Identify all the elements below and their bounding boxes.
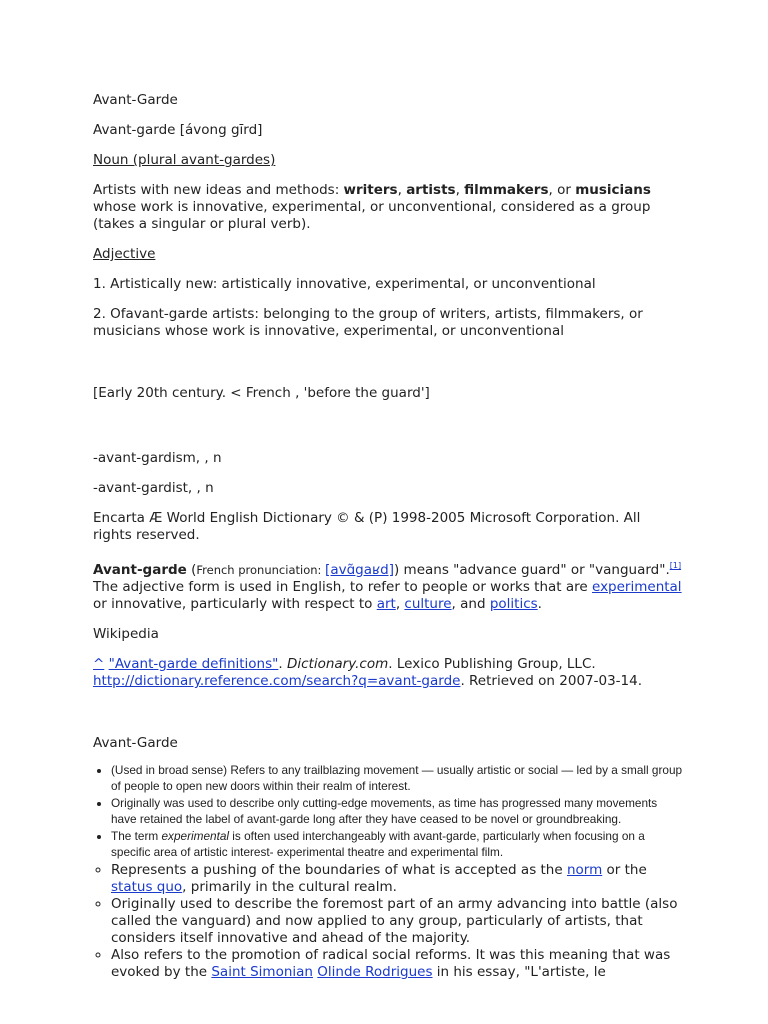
wiki-text: (: [186, 562, 197, 578]
list-text: Also refers to the promotion of radical social reforms. It was this meaning that was evoked by the: [111, 947, 671, 980]
filmmakers-term: filmmakers: [464, 182, 549, 198]
wiki-paragraph: [93, 557, 683, 613]
citation-text: .: [278, 656, 287, 672]
separator: ,: [397, 182, 407, 198]
citation-title-link[interactable]: "Avant-garde definitions": [108, 656, 279, 672]
norm-link[interactable]: norm: [566, 862, 603, 878]
wiki-text: The adjective form is used in English, to refer to people or works that are: [93, 579, 592, 595]
copyright-note: Encarta Æ World English Dictionary © & (P) 1998-2005 Microsoft Corporation. All rights reserved.: [93, 510, 641, 543]
citation-text: . Retrieved on 2007-03-14.: [460, 673, 643, 689]
wikipedia-label: Wikipedia: [93, 626, 159, 642]
adjective-heading: Adjective: [93, 246, 156, 262]
artists-term: artists: [406, 182, 456, 198]
wiki-text: or innovative, particularly with respect to: [93, 596, 377, 612]
writers-term: writers: [343, 182, 398, 198]
circle-list: [93, 862, 683, 981]
section2-title: Avant-Garde: [93, 735, 178, 751]
culture-link[interactable]: culture: [404, 596, 452, 612]
separator: , or: [548, 182, 576, 198]
citation-url-link[interactable]: http://dictionary.reference.com/search?q=avant-garde: [93, 673, 461, 689]
back-caret-link[interactable]: ^: [93, 656, 105, 672]
list-item: [111, 947, 683, 981]
bullet-list: [93, 763, 683, 860]
list-text: is often used interchangeably with avant-garde, particularly when focusing on a specific area of artistic interest- experimental theatre and experimental film.: [111, 829, 645, 859]
list-item: • Originally was used to describe only cutting-edge movements, as time has progressed many movements have retained the label of avant-garde long after they have ceased to be novel or groundbreaking.: [111, 796, 683, 827]
citation: [93, 656, 683, 690]
list-text: , primarily in the cultural realm.: [182, 879, 397, 895]
saint-simonian-link[interactable]: Saint Simonian: [211, 964, 313, 980]
olinde-rodrigues-link[interactable]: Olinde Rodrigues: [317, 964, 433, 980]
wiki-term: Avant-garde: [93, 562, 187, 578]
derived-form-1: -avant-gardism, , n: [93, 450, 222, 466]
ref-1-link[interactable]: [1]: [669, 561, 682, 570]
noun-definition: [93, 182, 683, 233]
doc-title: Avant-Garde: [93, 92, 178, 108]
separator: ,: [455, 182, 465, 198]
list-item: [111, 829, 683, 860]
list-text: or the: [602, 862, 647, 878]
ipa-link[interactable]: [avɑ̃gaʁd]: [325, 562, 394, 578]
citation-text: . Lexico Publishing Group, LLC.: [388, 656, 596, 672]
list-item: ◦ Originally used to describe the foremost part of an army advancing into battle (also called the vanguard) and now applied to any group, particularly of artists, that considers itself innovative and ahead of the majority.: [111, 896, 683, 947]
pronunciation-line: Avant-garde [ávong gīrd]: [93, 122, 263, 138]
status-quo-link[interactable]: status quo: [111, 879, 183, 895]
wiki-text: .: [537, 596, 542, 612]
noun-def-text: whose work is innovative, experimental, or unconventional, considered as a group (takes a singular or plural verb).: [93, 199, 651, 232]
experimental-emphasis: experimental: [161, 829, 230, 843]
document-page: [93, 92, 683, 981]
derived-form-2: -avant-gardist, , n: [93, 480, 214, 496]
list-text: The term: [111, 829, 162, 843]
adjective-def-2: 2. Ofavant-garde artists: belonging to the group of writers, artists, filmmakers, or musicians whose work is innovative, experimental, or unconventional: [93, 306, 643, 339]
noun-def-text: Artists with new ideas and methods:: [93, 182, 344, 198]
experimental-link[interactable]: experimental: [592, 579, 682, 595]
list-text: in his essay, "L'artiste, le: [432, 964, 606, 980]
list-item: [111, 862, 683, 896]
etymology: [Early 20th century. < French , 'before the guard']: [93, 385, 430, 401]
wiki-text: , and: [451, 596, 490, 612]
citation-site: Dictionary.com: [286, 656, 389, 672]
wiki-text: ) means "advance guard" or "vanguard".: [393, 562, 670, 578]
politics-link[interactable]: politics: [489, 596, 538, 612]
separator: ,: [395, 596, 405, 612]
list-item: • (Used in broad sense) Refers to any trailblazing movement — usually artistic or social — led by a small group of people to open new doors within their realm of interest.: [111, 763, 683, 794]
noun-heading: Noun (plural avant-gardes): [93, 152, 276, 168]
art-link[interactable]: art: [376, 596, 396, 612]
musicians-term: musicians: [575, 182, 651, 198]
adjective-def-1: 1. Artistically new: artistically innovative, experimental, or unconventional: [93, 276, 596, 292]
list-text: Represents a pushing of the boundaries of what is accepted as the: [111, 862, 567, 878]
french-pron-label: French pronunciation:: [196, 563, 326, 577]
